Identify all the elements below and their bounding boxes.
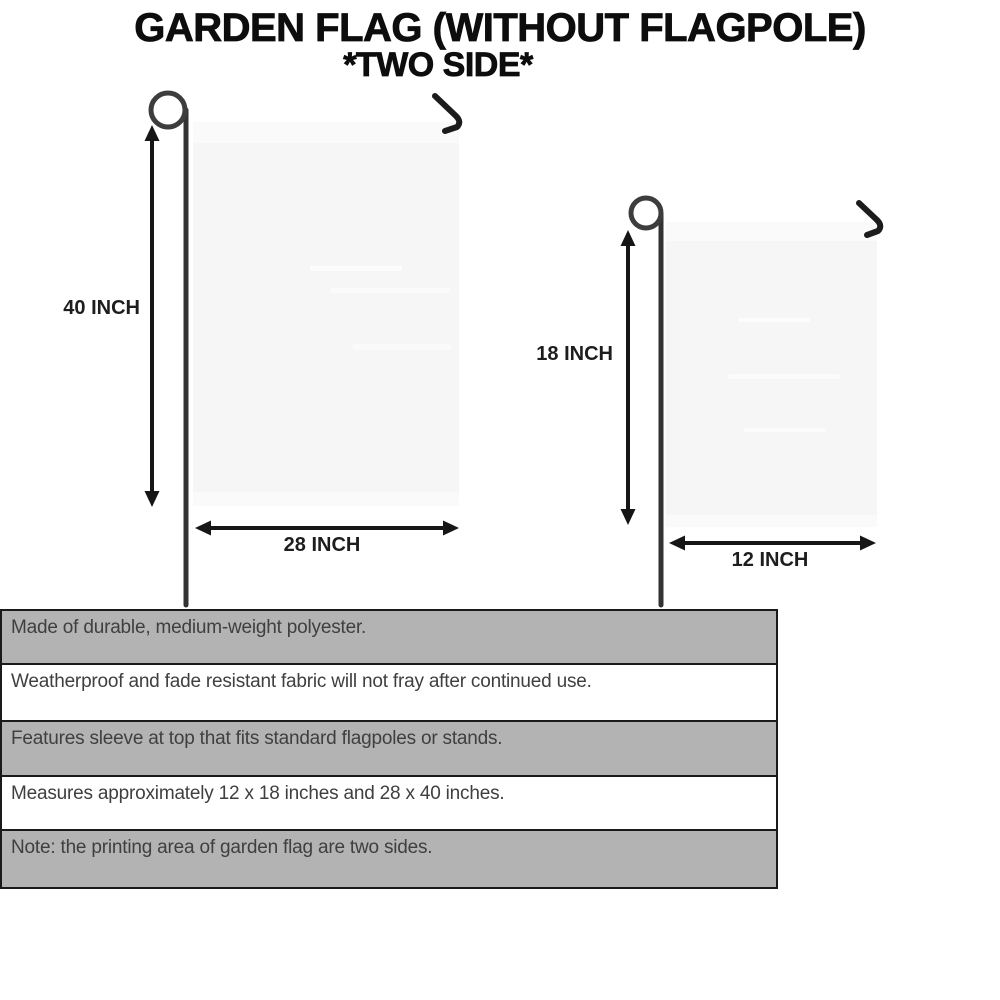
feature-table: [0, 609, 778, 889]
small-flag-hem: [666, 515, 877, 527]
fabric-sheen: [738, 318, 810, 322]
large-flag-group: [145, 93, 460, 605]
fabric-sheen: [728, 374, 840, 379]
fabric-sheen: [310, 266, 402, 271]
feature-row: Note: the printing area of garden flag are two sides.: [2, 831, 776, 887]
feature-row: Weatherproof and fade resistant fabric will not fray after continued use.: [2, 665, 776, 722]
pole-loop-icon: [631, 198, 661, 228]
fabric-sheen: [352, 344, 452, 350]
large-flag-sleeve: [193, 122, 459, 143]
small-height-arrow: [621, 230, 636, 525]
large-height-arrow: [145, 125, 160, 507]
pole-loop-icon: [151, 93, 185, 127]
small-flag-sleeve: [666, 222, 877, 241]
fabric-sheen: [330, 288, 450, 293]
small-flag-group: [621, 198, 881, 605]
feature-row: Made of durable, medium-weight polyester.: [2, 611, 776, 665]
small-flag-width-label: 12 INCH: [731, 549, 809, 571]
feature-row: Features sleeve at top that fits standard flagpoles or stands.: [2, 722, 776, 777]
small-flag-height-label: 18 INCH: [536, 343, 613, 365]
large-flag-height-label: 40 INCH: [63, 297, 140, 319]
page-title: GARDEN FLAG (WITHOUT FLAGPOLE): [134, 6, 866, 50]
page-subtitle: *TWO SIDE*: [343, 46, 533, 84]
large-flag-width-label: 28 INCH: [283, 534, 361, 556]
large-flag-hem: [193, 492, 459, 506]
fabric-sheen: [744, 428, 826, 432]
feature-row: Measures approximately 12 x 18 inches and 28 x 40 inches.: [2, 777, 776, 831]
large-flag-fabric: [193, 122, 459, 506]
